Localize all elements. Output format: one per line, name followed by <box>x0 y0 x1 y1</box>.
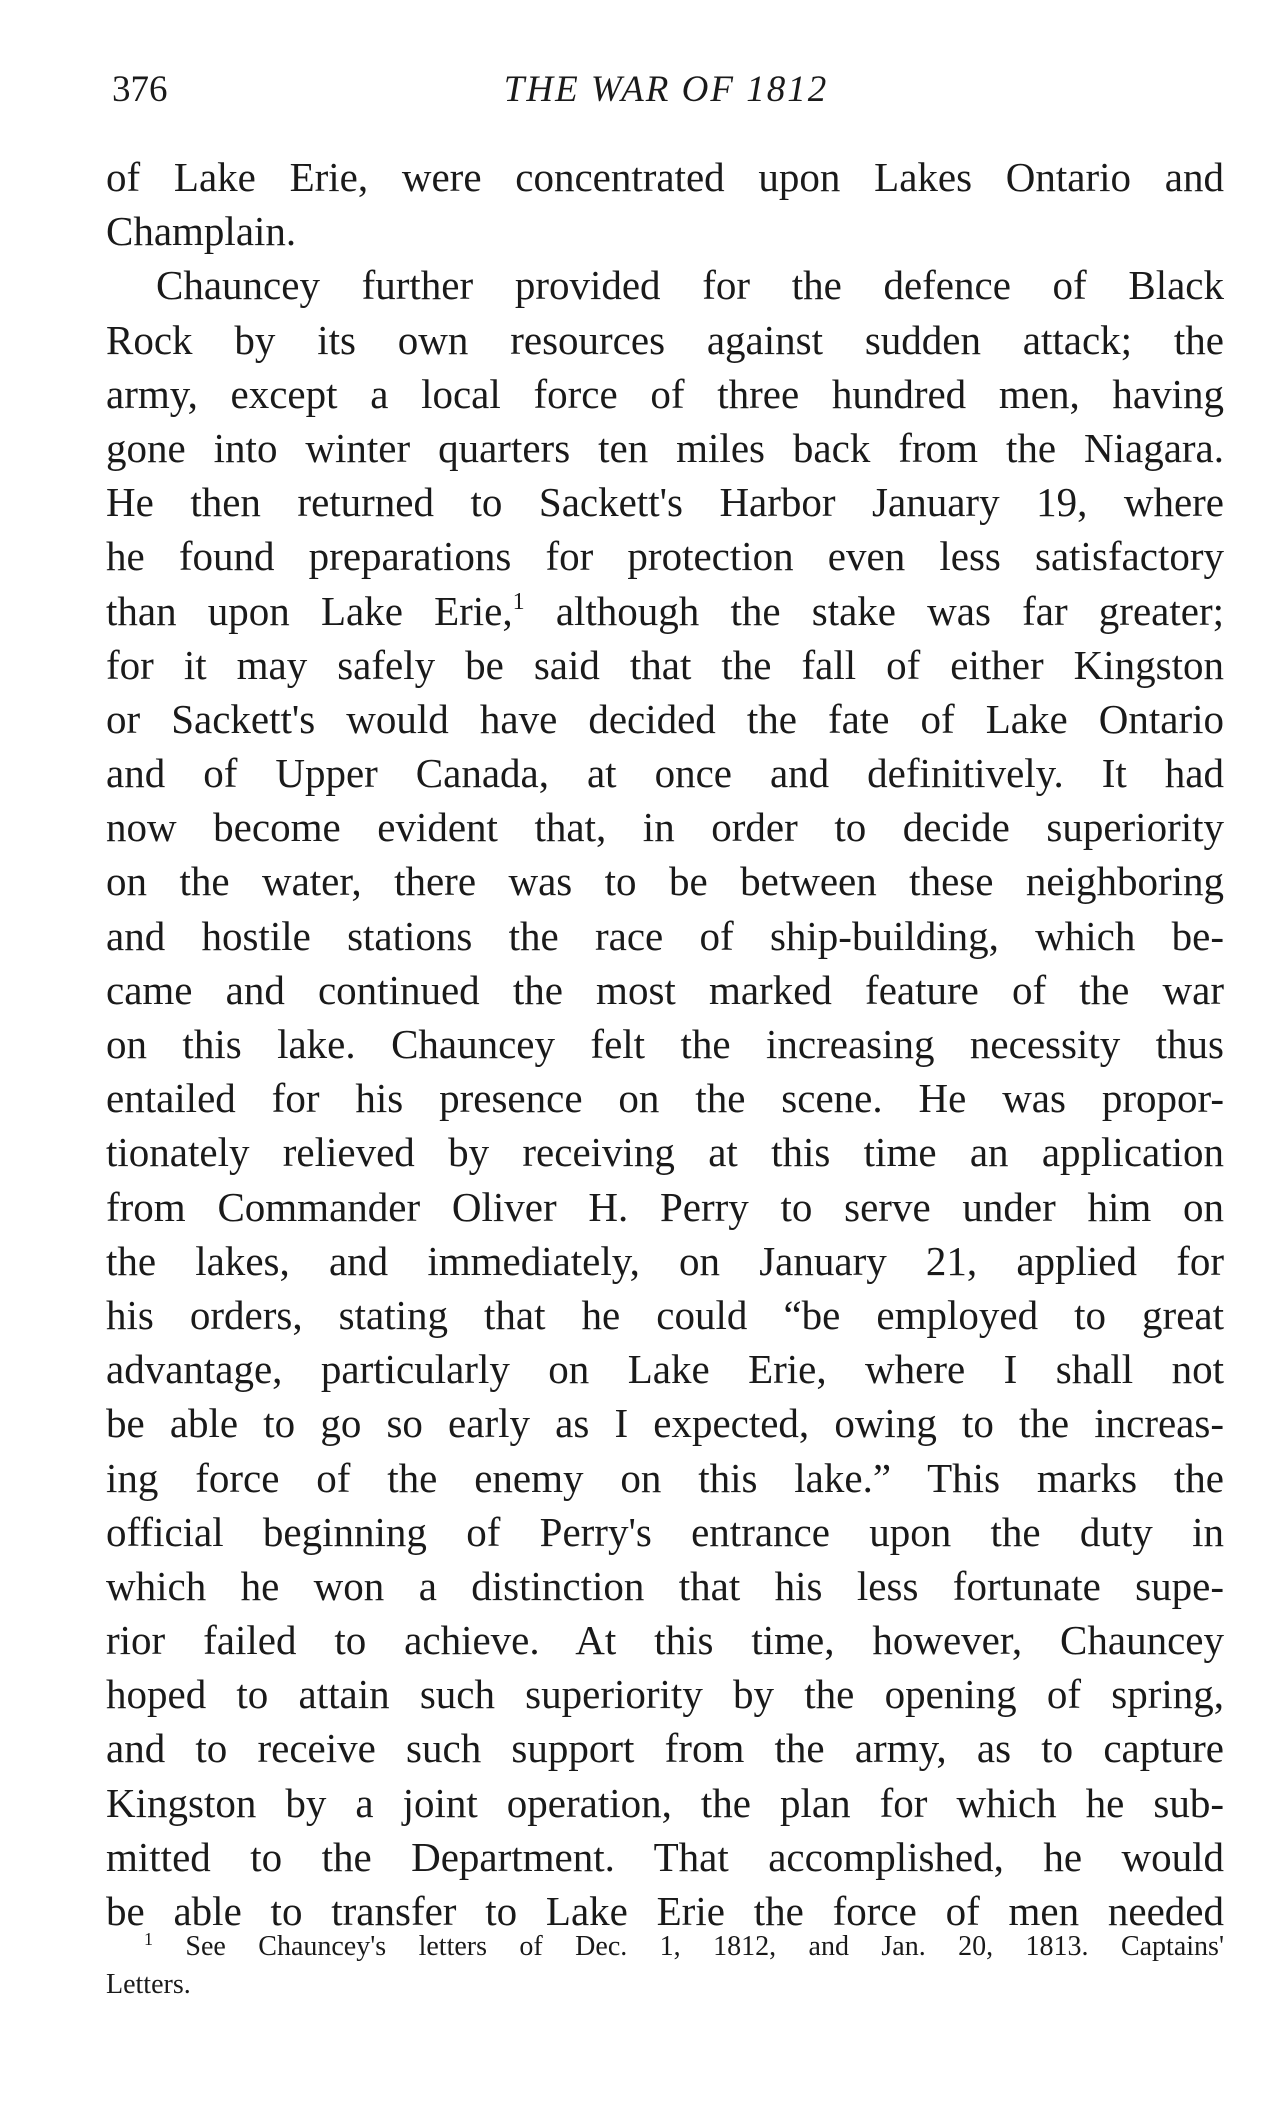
text-line: from Commander Oliver H. Perry to serve under him on <box>106 1183 1224 1230</box>
footnote-reference[interactable]: 1 <box>512 588 525 615</box>
text-line: gone into winter quarters ten miles back from the Niagara. <box>106 424 1224 471</box>
text-line: mitted to the Department. That accomplished, he would <box>106 1833 1224 1880</box>
page-number: 376 <box>112 69 168 110</box>
text-line: He then returned to Sackett's Harbor January 19, where <box>106 479 1224 526</box>
text-line: Rock by its own resources against sudden attack; the <box>106 316 1224 363</box>
footnote-text: See Chauncey's letters of Dec. 1, 1812, and Jan. 20, 1813. Captains' <box>185 1931 1224 1962</box>
text-line: on this lake. Chauncey felt the increasing necessity thus <box>106 1021 1224 1067</box>
footnote-marker: 1 <box>144 1929 153 1949</box>
text-line: ing force of the enemy on this lake.” This marks the <box>106 1454 1224 1501</box>
text-line: and to receive such support from the army, as to capture <box>106 1725 1224 1772</box>
text-line: tionately relieved by receiving at this time an application <box>106 1129 1224 1176</box>
text-line: or Sackett's would have decided the fate of Lake Ontario <box>106 695 1224 742</box>
text-line: for it may safely be said that the fall of either Kingston <box>106 641 1224 688</box>
body-text <box>106 150 1224 1938</box>
text-line: entailed for his presence on the scene. He was propor- <box>106 1075 1224 1122</box>
text-line: which he won a distinction that his less fortunate supe- <box>106 1562 1224 1609</box>
text-line: he found preparations for protection even less satisfactory <box>106 533 1224 580</box>
text-line: be able to transfer to Lake Erie the force of men needed <box>106 1888 1224 1934</box>
text-line: now become evident that, in order to decide superiority <box>106 804 1224 851</box>
text-line: advantage, particularly on Lake Erie, where I shall not <box>106 1346 1224 1393</box>
text-line: Champlain. <box>106 208 297 255</box>
text-line: came and continued the most marked feature of the war <box>106 966 1224 1013</box>
footnote-line <box>106 1928 1224 1966</box>
footnote-line: Letters. <box>106 1969 191 2000</box>
text-line: his orders, stating that he could “be employed to great <box>106 1291 1224 1338</box>
text-line: Kingston by a joint operation, the plan for which he sub- <box>106 1779 1224 1826</box>
running-head <box>112 58 1220 118</box>
text-line: rior failed to achieve. At this time, however, Chauncey <box>106 1617 1224 1664</box>
text-line: be able to go so early as I expected, owing to the increas- <box>106 1400 1224 1447</box>
text-line: Chauncey further provided for the defence of Black <box>156 262 1224 309</box>
text-line-part: although the stake was far greater; <box>555 587 1224 634</box>
text-line <box>106 584 1224 638</box>
text-line: official beginning of Perry's entrance upon the duty in <box>106 1508 1224 1555</box>
text-line: and of Upper Canada, at once and definitively. It had <box>106 750 1224 797</box>
text-line: army, except a local force of three hundred men, having <box>106 370 1224 417</box>
text-line: on the water, there was to be between these neighboring <box>106 858 1224 905</box>
text-line: hoped to attain such superiority by the opening of spring, <box>106 1671 1224 1718</box>
text-line-part: than upon Lake Erie, <box>106 587 513 634</box>
text-line: and hostile stations the race of ship-building, which be- <box>106 912 1224 959</box>
text-line: of Lake Erie, were concentrated upon Lakes Ontario and <box>106 154 1224 200</box>
footnote <box>106 1928 1224 2004</box>
text-line: the lakes, and immediately, on January 21, applied for <box>106 1237 1224 1284</box>
running-title: THE WAR OF 1812 <box>503 69 829 110</box>
